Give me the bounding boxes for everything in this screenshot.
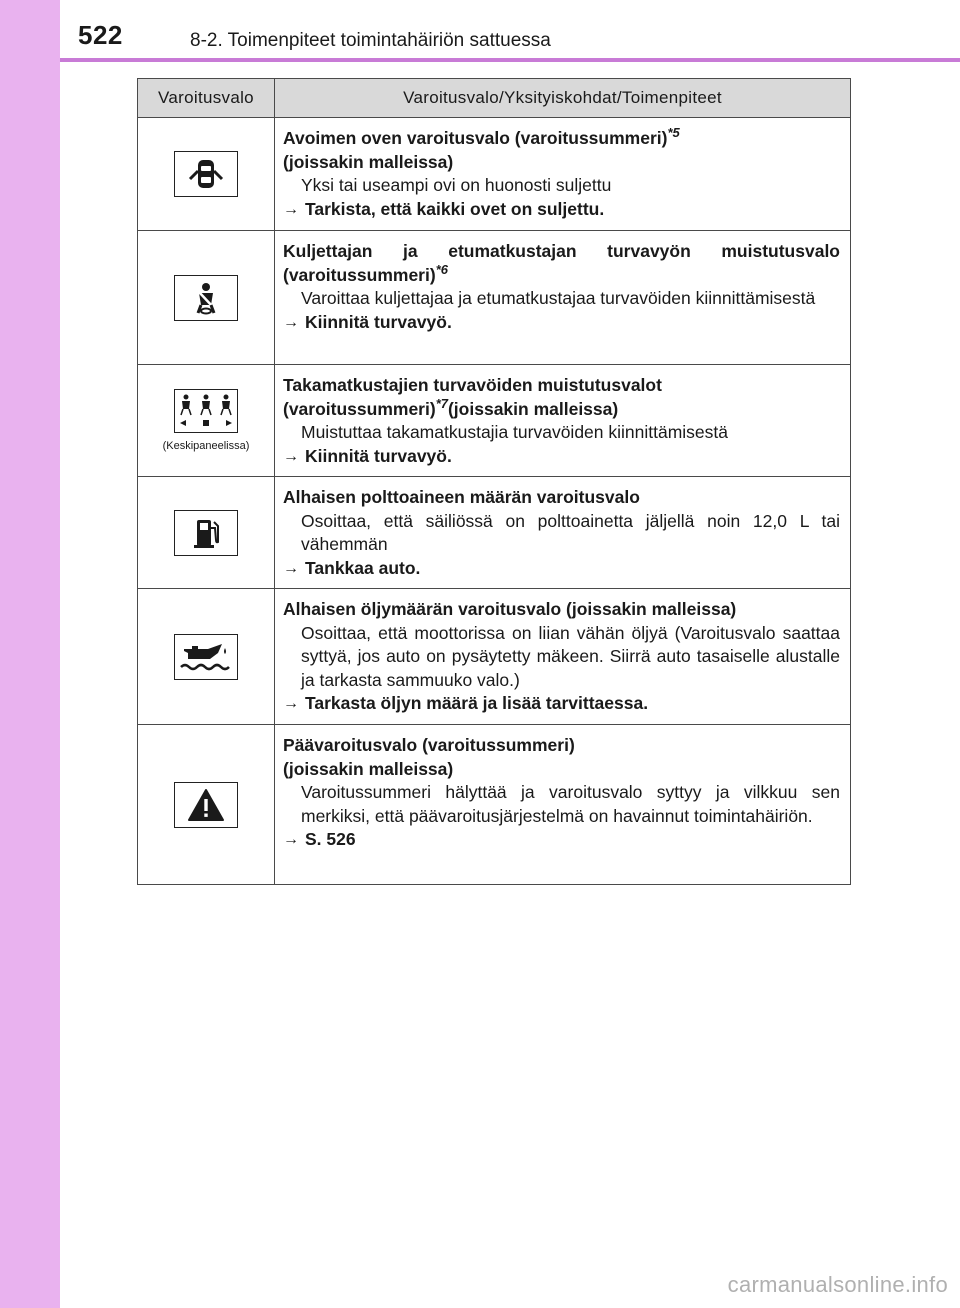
table-header-row	[138, 79, 851, 118]
row-description: Yksi tai useampi ovi on huonosti suljettu	[301, 175, 612, 195]
arrow-icon: →	[283, 559, 299, 577]
icon-cell	[138, 725, 275, 885]
row-action: → Tankkaa auto.	[283, 557, 840, 581]
details-cell	[275, 365, 851, 477]
row-action: → Tarkista, että kaikki ovet on suljettu.	[283, 198, 840, 222]
row-title: Takamatkustajien turvavöiden muistutusvalot	[283, 375, 662, 395]
open-door-icon	[174, 151, 238, 197]
row-action: → Tarkasta öljyn määrä ja lisää tarvittaessa.	[283, 692, 840, 716]
arrow-icon: →	[283, 695, 299, 712]
row-title: Kuljettajan ja etumatkustajan turvavyön muistutusvalo (varoitussummeri)$^{*6}$	[283, 241, 840, 285]
icon-cell	[138, 365, 275, 477]
section-title: 8-2. Toimenpiteet toimintahäiriön sattuessa	[190, 30, 551, 51]
row-title-line2: (joissakin malleissa)	[283, 758, 454, 779]
details-cell	[275, 725, 851, 885]
column-header-light: Varoitusvalo	[138, 79, 275, 118]
icon-caption: (Keskipaneelissa)	[162, 440, 250, 452]
arrow-icon: →	[283, 831, 299, 848]
row-action: → Kiinnitä turvavyö.	[283, 311, 840, 335]
table-row	[138, 477, 851, 589]
watermark: carmanualsonline.info	[727, 1272, 948, 1297]
row-title-line2: (varoitussummeri)$^{*7}$(joissakin malleissa)	[283, 395, 619, 419]
row-description: Osoittaa, että moottorissa on liian vähän öljyä (Varoitusvalo saattaa syttyä, jos auto on pysäytetty mäkeen. Siirrä auto tasaiselle alustalle ja tarkasta sammuuko valo.)	[301, 622, 840, 690]
row-title: Alhaisen polttoaineen määrän varoitusvalo	[283, 487, 640, 507]
master-warning-icon	[174, 782, 238, 828]
oil-can-icon	[174, 634, 238, 680]
table-row	[138, 589, 851, 725]
row-action: → S. 526	[283, 828, 840, 852]
row-title: Avoimen oven varoitusvalo (varoitussummeri)$^{*5}$	[283, 125, 680, 148]
warning-lights-table	[137, 78, 851, 885]
side-strip	[0, 0, 60, 1308]
details-cell	[275, 118, 851, 231]
details-cell	[275, 477, 851, 589]
arrow-icon: →	[283, 200, 299, 218]
arrow-icon: →	[283, 313, 299, 331]
arrow-icon: →	[283, 447, 299, 465]
page-number: 522	[78, 20, 123, 50]
row-action: → Kiinnitä turvavyö.	[283, 445, 840, 469]
table-row	[138, 118, 851, 231]
table-row	[138, 725, 851, 885]
seatbelt-icon	[174, 275, 238, 321]
rear-seatbelt-icon	[174, 389, 238, 433]
row-description: Varoittaa kuljettajaa ja etumatkustajaa turvavöiden kiinnittämisestä	[301, 288, 816, 308]
row-description: Osoittaa, että säiliössä on polttoainetta jäljellä noin 12,0 L tai vähemmän	[301, 510, 840, 554]
details-cell	[275, 589, 851, 725]
icon-cell	[138, 477, 275, 589]
row-title: Päävaroitusvalo (varoitussummeri)	[283, 735, 575, 755]
icon-cell	[138, 231, 275, 365]
row-description: Muistuttaa takamatkustajia turvavöiden kiinnittämisestä	[301, 422, 729, 442]
row-title-line2: (joissakin malleissa)	[283, 151, 454, 172]
icon-cell	[138, 118, 275, 231]
fuel-pump-icon	[174, 510, 238, 556]
header-rule	[60, 58, 960, 62]
column-header-details: Varoitusvalo/Yksityiskohdat/Toimenpiteet	[275, 79, 851, 118]
table-row	[138, 365, 851, 477]
table-row	[138, 231, 851, 365]
row-description: Varoitussummeri hälyttää ja varoitusvalo syttyy ja vilkkuu sen merkiksi, että päävaroitusjärjestelmä on havainnut toimintahäiriön.	[301, 782, 840, 826]
details-cell	[275, 231, 851, 365]
row-title: Alhaisen öljymäärän varoitusvalo (joissakin malleissa)	[283, 599, 737, 619]
icon-cell	[138, 589, 275, 725]
